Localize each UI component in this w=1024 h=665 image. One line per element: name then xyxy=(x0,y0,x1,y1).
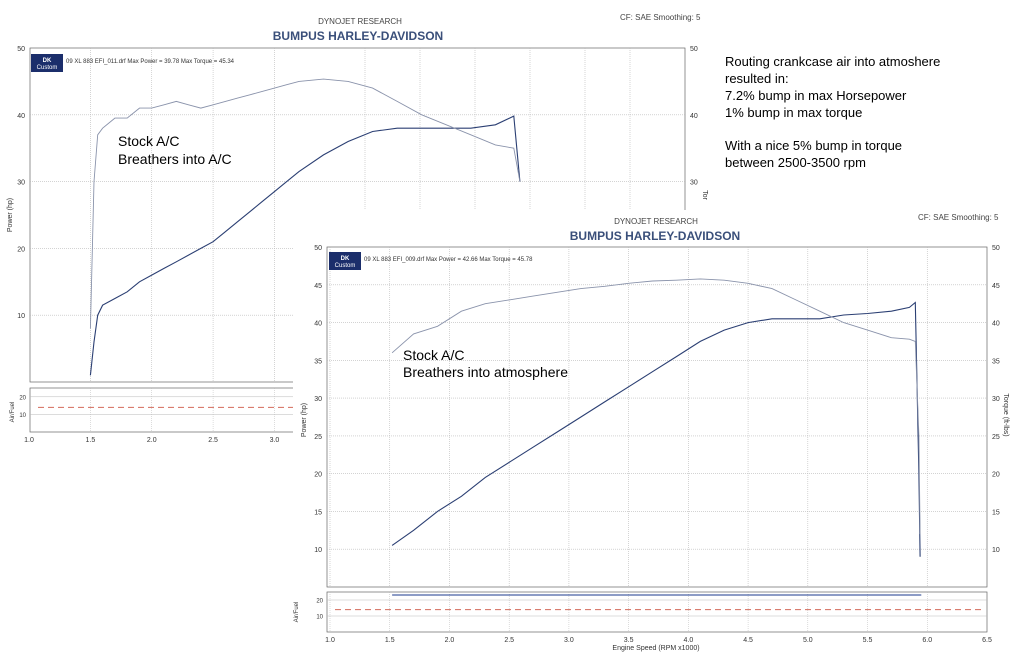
afr-tick-label: 10 xyxy=(316,614,323,621)
x-tick-label: 2.5 xyxy=(504,637,515,644)
y-tick-label: 45 xyxy=(314,282,322,290)
chart-2-title: BUMPUS HARLEY-DAVIDSON xyxy=(569,229,741,243)
chart-2 xyxy=(293,210,1024,660)
afr-tick-label: 20 xyxy=(19,395,26,402)
y-tick-label: 50 xyxy=(17,46,25,53)
x-tick-label: 5.5 xyxy=(862,637,873,644)
y-right-tick-label: 50 xyxy=(992,245,1000,252)
y-tick-label: 35 xyxy=(314,358,322,366)
chart-1-logo-line-1: DK xyxy=(42,58,52,64)
y-right-tick-label: 10 xyxy=(992,547,1000,555)
x-tick-label: 1.5 xyxy=(384,637,395,644)
comparison-note xyxy=(725,54,940,170)
chart-2-header: DYNOJET RESEARCH xyxy=(614,217,698,226)
y-tick-label: 20 xyxy=(17,246,25,254)
note-line-6: With a nice 5% bump in torque xyxy=(725,138,903,153)
chart-2-afr-label: Air/Fuel xyxy=(294,601,300,623)
y-right-tick-label: 35 xyxy=(992,358,1000,366)
y-right-tick-label: 45 xyxy=(992,282,1000,290)
y-tick-label: 40 xyxy=(17,112,25,120)
y-tick-label: 40 xyxy=(314,320,322,328)
note-line-7: between 2500-3500 rpm xyxy=(725,155,866,170)
x-tick-label: 1.0 xyxy=(325,637,335,644)
note-line-3: 7.2% bump in max Horsepower xyxy=(725,88,907,103)
chart-2-logo-line-1: DK xyxy=(340,256,350,262)
chart-1-x-ticks xyxy=(24,437,279,444)
x-tick-label: 1.0 xyxy=(24,437,34,444)
x-tick-label: 3.5 xyxy=(623,637,634,644)
y-tick-label: 50 xyxy=(314,245,322,252)
chart-2-y-label-left: Power (hp) xyxy=(301,402,308,438)
chart-2-afr-frame xyxy=(327,592,987,632)
y-right-tick-label: 30 xyxy=(992,396,1000,404)
y-tick-label: 30 xyxy=(17,179,25,187)
note-line-1: Routing crankcase air into atmoshere xyxy=(725,54,941,69)
y-right-tick-label: 15 xyxy=(992,509,1000,517)
x-tick-label: 4.0 xyxy=(683,637,694,644)
chart-1-y-right-ticks xyxy=(690,46,698,187)
y-right-tick-label: 40 xyxy=(992,320,1000,328)
y-tick-label: 20 xyxy=(314,471,322,479)
chart-2-frame xyxy=(327,247,987,587)
chart-1-run-info: 09 XL 883 EFI_011.drf Max Power = 39.78 Max Torque = 45.34 xyxy=(66,59,234,65)
y-tick-label: 10 xyxy=(17,313,25,321)
y-right-tick-label: 20 xyxy=(992,471,1000,479)
chart-1-settings: CF: SAE Smoothing: 5 xyxy=(620,13,701,22)
x-tick-label: 6.5 xyxy=(982,637,992,644)
chart-1-annotation-line-2: Breathers into A/C xyxy=(118,151,232,167)
chart-2-y-label-right: Torque (ft-lbs) xyxy=(1002,393,1009,437)
x-tick-label: 3.0 xyxy=(564,637,574,644)
y-tick-label: 15 xyxy=(314,509,322,517)
afr-tick-label: 20 xyxy=(316,598,323,605)
chart-1-y-label-right: Tor xyxy=(701,190,708,200)
y-right-tick-label: 25 xyxy=(992,433,1000,441)
x-tick-label: 2.5 xyxy=(208,437,218,444)
y-tick-label: 10 xyxy=(314,547,322,555)
x-tick-label: 2.0 xyxy=(444,637,455,644)
chart-1-y-label-left: Power (hp) xyxy=(7,197,14,233)
x-tick-label: 4.5 xyxy=(743,637,753,644)
chart-2-x-label: Engine Speed (RPM x1000) xyxy=(612,645,700,652)
chart-1-header: DYNOJET RESEARCH xyxy=(318,17,402,26)
chart-2-logo-line-2: Custom xyxy=(334,263,356,269)
y-tick-label: 30 xyxy=(314,396,322,404)
chart-1-logo-line-2: Custom xyxy=(36,65,58,71)
chart-2-run-info: 09 XL 883 EFI_009.drf Max Power = 42.66 Max Torque = 45.78 xyxy=(364,257,533,263)
y-right-tick-label: 30 xyxy=(690,179,698,187)
note-line-2: resulted in: xyxy=(725,71,789,86)
chart-1-title: BUMPUS HARLEY-DAVIDSON xyxy=(272,29,444,43)
y-tick-label: 25 xyxy=(314,433,322,441)
x-tick-label: 2.0 xyxy=(146,437,157,444)
chart-1-y-ticks xyxy=(17,46,25,320)
y-right-tick-label: 50 xyxy=(690,46,698,53)
x-tick-label: 5.0 xyxy=(802,637,813,644)
x-tick-label: 1.5 xyxy=(85,437,96,444)
x-tick-label: 6.0 xyxy=(922,637,933,644)
chart-2-annotation-line-1: Stock A/C xyxy=(403,347,465,363)
chart-1-afr-label: Air/Fuel xyxy=(10,401,16,423)
chart-1-annotation-line-1: Stock A/C xyxy=(118,133,180,149)
chart-2-annotation-line-2: Breathers into atmosphere xyxy=(403,364,568,380)
y-right-tick-label: 40 xyxy=(690,112,698,120)
chart-1-afr-frame xyxy=(30,388,300,432)
afr-tick-label: 10 xyxy=(19,412,26,419)
chart-2-settings: CF: SAE Smoothing: 5 xyxy=(918,213,999,222)
note-line-4: 1% bump in max torque xyxy=(725,105,863,120)
x-tick-label: 3.0 xyxy=(269,437,280,444)
